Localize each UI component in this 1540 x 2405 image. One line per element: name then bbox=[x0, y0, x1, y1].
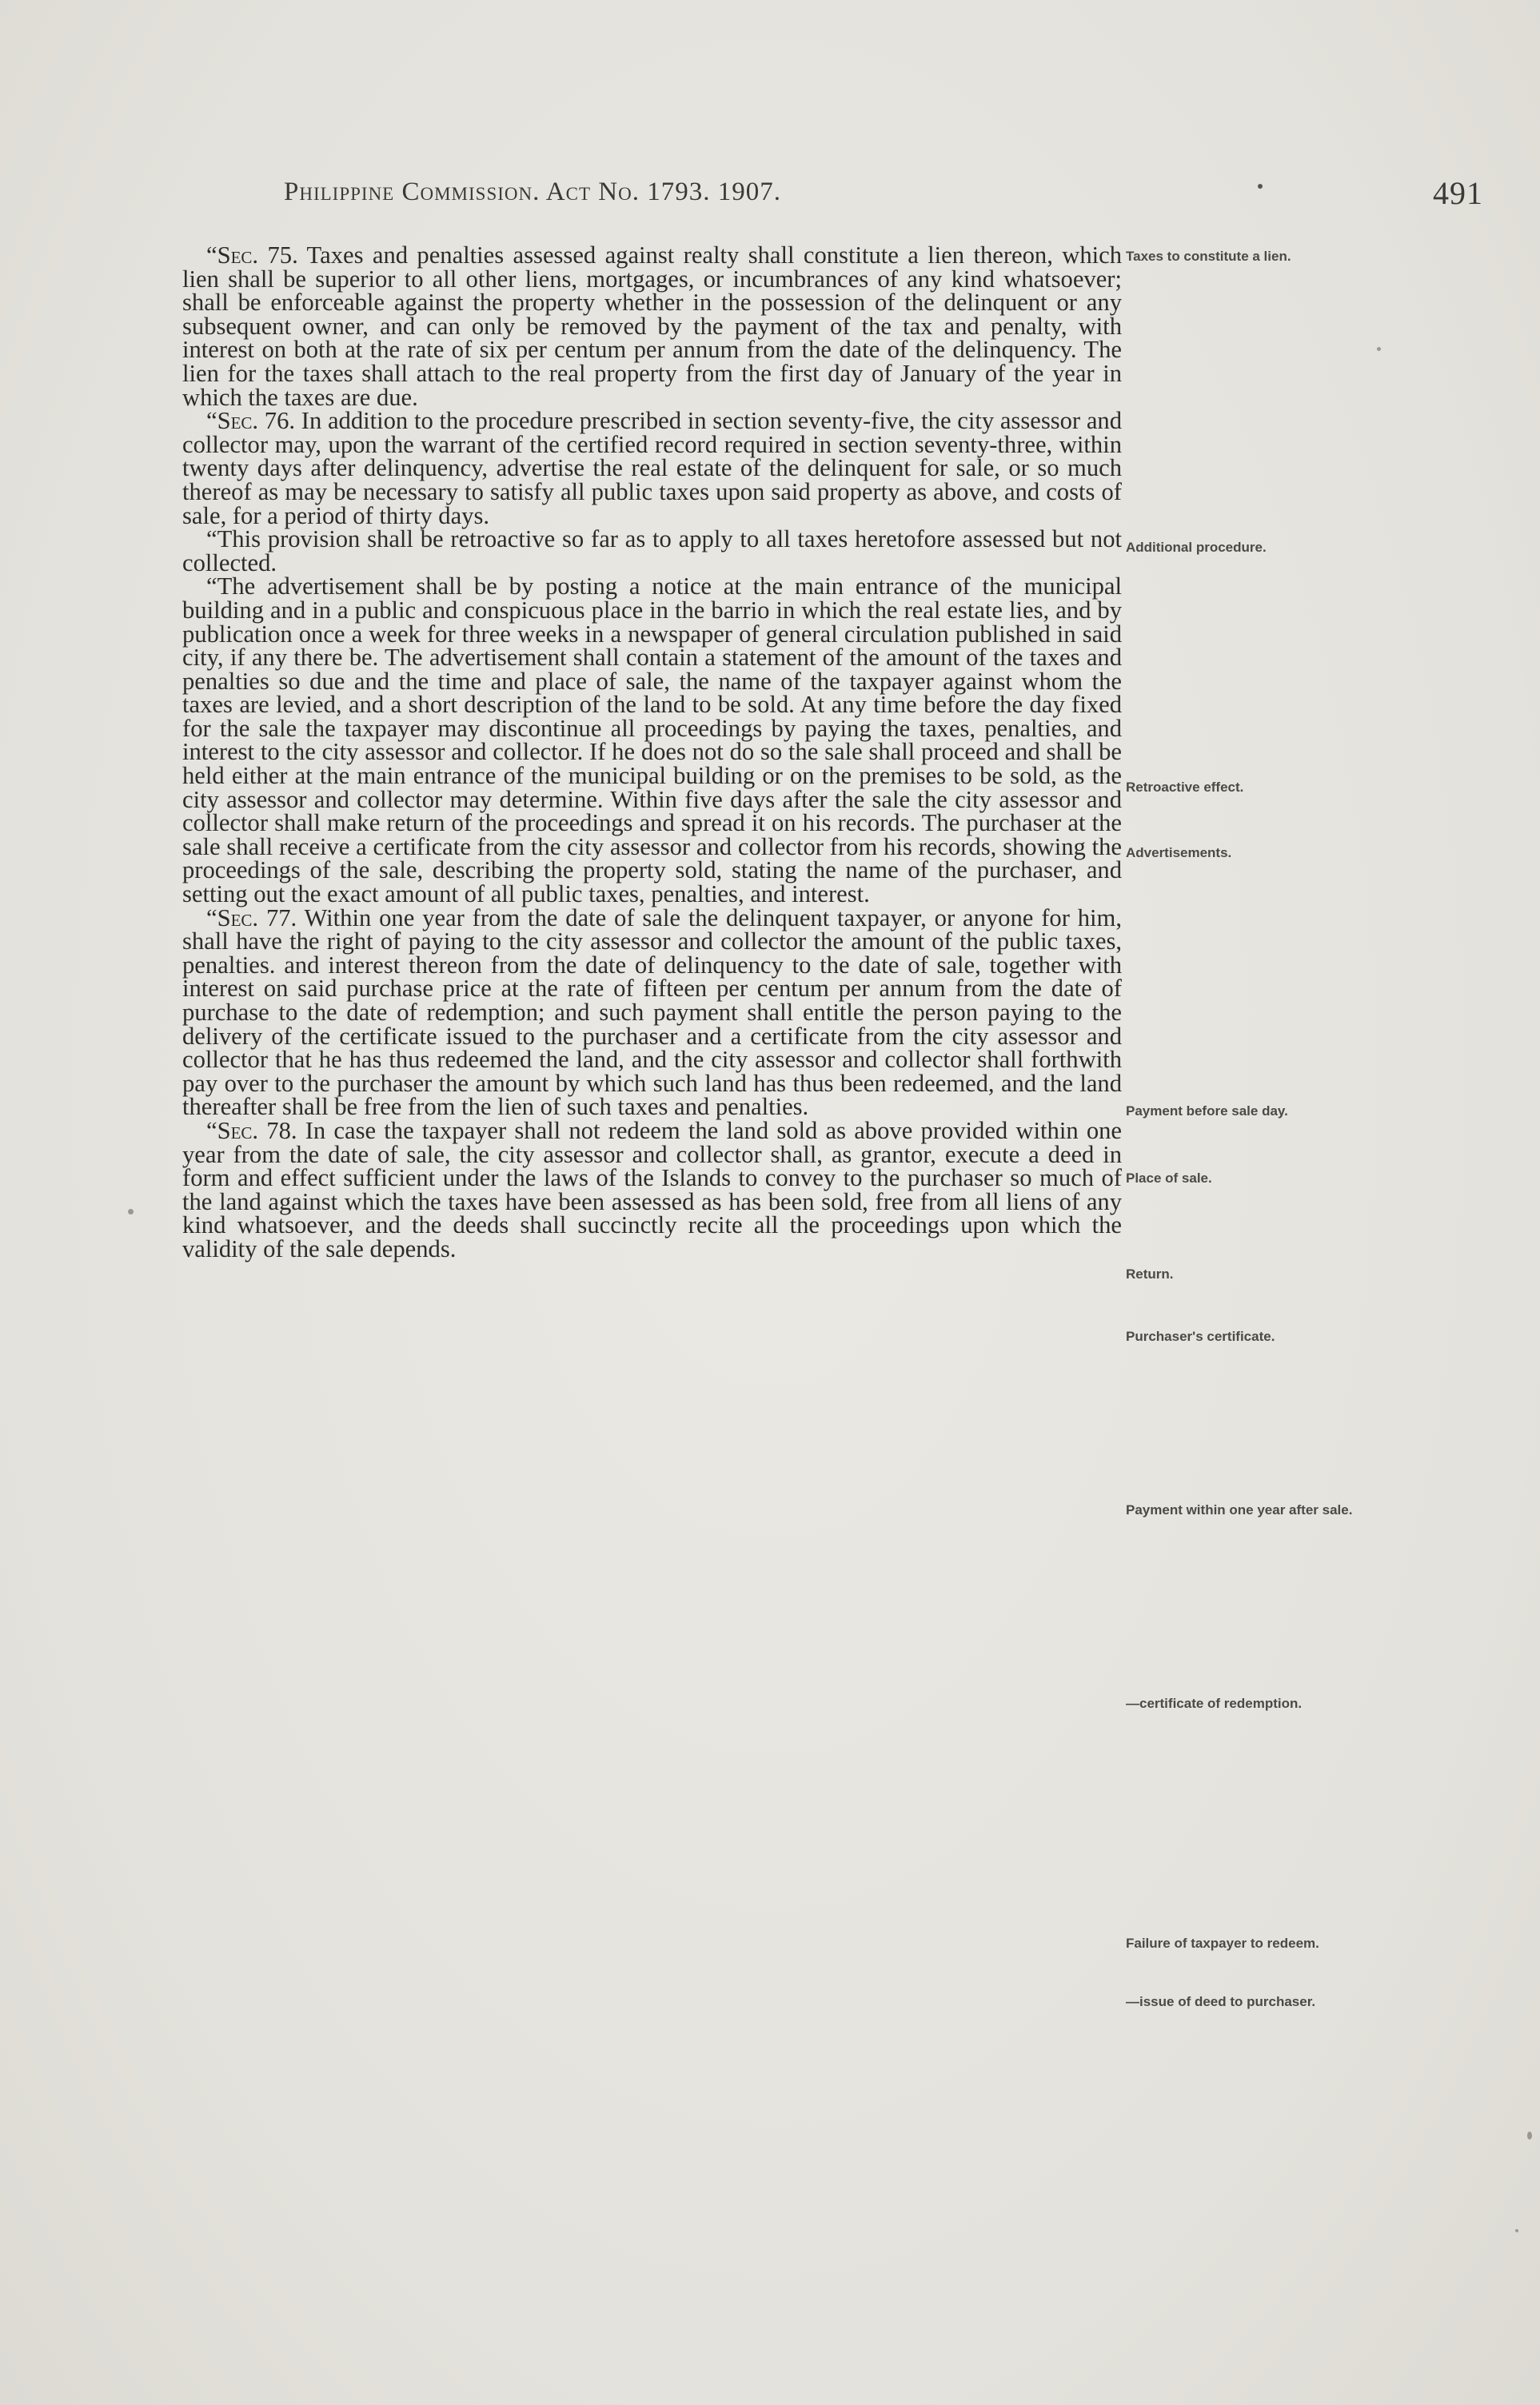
page-header bbox=[284, 177, 1483, 217]
page-number: 491 bbox=[1433, 175, 1483, 211]
advertisement-paragraph bbox=[182, 572, 1122, 908]
paper-speck bbox=[1377, 347, 1381, 351]
section-lead: “Sec. 76. bbox=[206, 407, 296, 435]
section-77-paragraph bbox=[182, 903, 1122, 1121]
margin-note-additional-procedure: Additional procedure. bbox=[1126, 540, 1267, 555]
paper-speck bbox=[1527, 2132, 1532, 2140]
paragraph-text: In case the taxpayer shall not redeem the land sold as above provided within one year from the date of sale, the city assessor and collector shall, as grantor, execute a deed in form and effect sufficient under the laws of the Islands to convey to the purchaser so much of the land against which the taxes have been assessed as has been sold, free from all liens of any kind whatsoever, and the deeds shall succinctly recite all the proceedings upon which the validity of the sale depends. bbox=[182, 1116, 1122, 1262]
retroactive-paragraph bbox=[182, 525, 1122, 576]
margin-note-failure-to-redeem: Failure of taxpayer to redeem. bbox=[1126, 1936, 1319, 1951]
paragraph-text: Taxes and penalties assessed against realty shall constitute a lien thereon, which lien shall be superior to all other liens, mortgages, or incumbrances of any kind whatsoever; shall be enforceable against the property whether in the possession of the delinquent or any subsequent owner, and can only be removed by the payment of the tax and penalty, with interest on both at the rate of six per centum per annum from the date of the delinquency. The lien for the taxes shall attach to the real property from the first day of January of the year in which the taxes are due. bbox=[182, 241, 1122, 411]
paper-speck bbox=[1515, 2229, 1518, 2232]
paragraph-text: In addition to the procedure prescribed in section seventy-five, the city assessor and collector may, upon the warrant of the certified record required in section seventy-three, within twenty days after delinquency, advertise the real estate of the delinquent for sale, or so much thereof as may be necessary to satisfy all public taxes upon said property as above, and costs of sale, for a period of thirty days. bbox=[182, 407, 1123, 529]
margin-note-lien: Taxes to constitute a lien. bbox=[1126, 249, 1291, 264]
header-speck bbox=[1258, 184, 1263, 189]
margin-note-retroactive: Retroactive effect. bbox=[1126, 780, 1244, 795]
paragraph-text: Within one year from the date of sale the delinquent taxpayer, or anyone for him, shall have the right of paying to the city assessor and collector the amount of the public taxes, penalties. and interest thereon from the date of delinquency to the date of sale, together with interest on said purchase price at the rate of fifteen per centum per annum from the date of purchase to the date of redemption; and such payment shall entitle the person paying to the delivery of the certificate issued to the purchaser and a certificate from the city assessor and collector that he has thus redeemed the land, and the city assessor and collector shall forthwith pay over to the purchaser the amount by which such land has thus been redeemed, and the land thereafter shall be free from the lien of such taxes and penalties. bbox=[182, 903, 1122, 1121]
margin-note-place-of-sale: Place of sale. bbox=[1126, 1171, 1212, 1186]
margin-note-issue-of-deed: —issue of deed to purchaser. bbox=[1126, 1994, 1316, 2009]
section-76-paragraph bbox=[182, 409, 1122, 528]
paragraph-text: “This provision shall be retroactive so far as to apply to all taxes heretofore assessed but not collected. bbox=[182, 525, 1122, 576]
body-text bbox=[182, 241, 1123, 1262]
paper-speck bbox=[128, 1209, 134, 1214]
margin-note-purchaser-certificate: Purchaser's certificate. bbox=[1126, 1329, 1275, 1344]
margin-note-payment-within-year: Payment within one year after sale. bbox=[1126, 1502, 1353, 1518]
running-title: Philippine Commission. Act No. 1793. 1907. bbox=[284, 177, 781, 206]
section-lead: “Sec. 77. bbox=[206, 903, 297, 931]
margin-note-certificate-redemption: —certificate of redemption. bbox=[1126, 1696, 1303, 1711]
paragraph-text: “The advertisement shall be by posting a notice at the main entrance of the municipal building and in a public and conspicuous place in the barrio in which the real estate lies, and by publication once a week for three weeks in a newspaper of general circulation published in said city, if any there be. The advertisement shall contain a statement of the amount of the taxes and penalties so due and the time and place of sale, the name of the taxpayer against whom the taxes are levied, and a short description of the land to be sold. At any time before the day fixed for the sale the taxpayer may discontinue all proceedings by paying the taxes, penalties, and interest to the city assessor and collector. If he does not do so the sale shall proceed and shall be held either at the main entrance of the municipal building or on the premises to be sold, as the city assessor and collector may determine. Within five days after the sale the city assessor and collector shall make return of the proceedings and spread it on his records. The purchaser at the sale shall receive a certificate from the city assessor and collector from his records, showing the proceedings of the sale, describing the property sold, stating the name of the purchaser, and setting out the exact amount of all public taxes, penalties, and interest. bbox=[182, 572, 1122, 908]
margin-note-return: Return. bbox=[1126, 1266, 1174, 1282]
section-78-paragraph bbox=[182, 1116, 1122, 1262]
section-lead: “Sec. 75. bbox=[206, 241, 298, 269]
margin-note-payment-before-sale: Payment before sale day. bbox=[1126, 1103, 1288, 1119]
section-lead: “Sec. 78. bbox=[206, 1116, 297, 1144]
margin-note-advertisements: Advertisements. bbox=[1126, 845, 1232, 860]
section-75-paragraph bbox=[182, 241, 1122, 411]
